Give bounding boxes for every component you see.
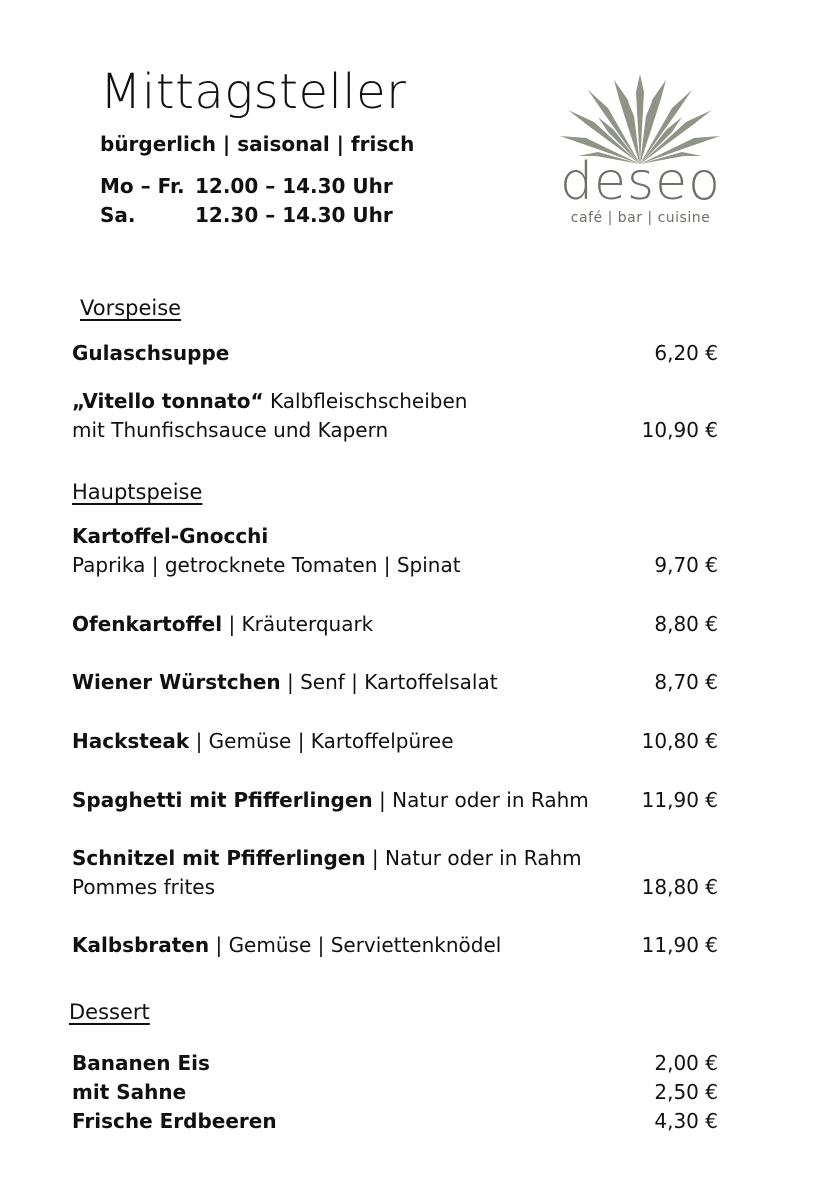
- section-title-starter: Vorspeise: [80, 296, 182, 320]
- item-description: | Natur oder in Rahm: [365, 846, 582, 870]
- item-name: Wiener Würstchen: [72, 670, 281, 694]
- hours-weekdays: [100, 174, 393, 198]
- item-price: 11,90 €: [641, 788, 718, 812]
- menu-item: [72, 1078, 718, 1107]
- item-name: Spaghetti mit Pfifferlingen: [72, 788, 373, 812]
- item-name: Gulaschsuppe: [72, 341, 230, 365]
- page-subtitle: bürgerlich | saisonal | frisch: [100, 132, 415, 156]
- item-price: 9,70 €: [654, 553, 718, 577]
- menu-item: [72, 339, 718, 368]
- item-description-line2: Pommes frites: [72, 875, 216, 899]
- item-price: 8,80 €: [654, 612, 718, 636]
- item-description: Kalbfleischscheiben: [263, 389, 468, 413]
- hours-saturday: [100, 203, 393, 227]
- logo: [548, 72, 733, 232]
- menu-item: [72, 668, 718, 697]
- section-title-dessert: Dessert: [69, 1000, 150, 1024]
- item-name: mit Sahne: [72, 1080, 187, 1104]
- item-price: 8,70 €: [654, 670, 718, 694]
- menu-item: [72, 387, 718, 445]
- item-price: 11,90 €: [641, 933, 718, 957]
- item-description-line2: mit Thunfischsauce und Kapern: [72, 418, 389, 442]
- item-name: Kartoffel-Gnocchi: [72, 524, 269, 548]
- menu-item: [72, 522, 718, 580]
- item-price: 10,90 €: [641, 418, 718, 442]
- item-price: 6,20 €: [654, 341, 718, 365]
- item-description-line2: Paprika | getrocknete Tomaten | Spinat: [72, 553, 461, 577]
- menu-item: [72, 1049, 718, 1078]
- menu-item: [72, 931, 718, 960]
- item-description: | Gemüse | Serviettenknödel: [209, 933, 502, 957]
- item-price: 2,50 €: [654, 1080, 718, 1104]
- item-price: 2,00 €: [654, 1051, 718, 1075]
- logo-name: deseo: [560, 152, 721, 212]
- hours-time: 12.00 – 14.30 Uhr: [195, 174, 393, 198]
- hours-days: Mo – Fr.: [100, 174, 185, 198]
- item-name: Bananen Eis: [72, 1051, 210, 1075]
- item-description: | Gemüse | Kartoffelpüree: [189, 729, 454, 753]
- item-description: | Senf | Kartoffelsalat: [280, 670, 498, 694]
- logo-tagline: café | bar | cuisine: [570, 210, 711, 226]
- menu-item: [72, 610, 718, 639]
- item-description: | Natur oder in Rahm: [372, 788, 589, 812]
- item-name: Hacksteak: [72, 729, 190, 753]
- item-price: 18,80 €: [641, 875, 718, 899]
- menu-item: [72, 727, 718, 756]
- item-name: „Vitello tonnato“: [72, 389, 264, 413]
- hours-days: Sa.: [100, 203, 136, 227]
- item-name: Schnitzel mit Pfifferlingen: [72, 846, 366, 870]
- section-title-main: Hauptspeise: [72, 480, 203, 504]
- page-title: Mittagsteller: [100, 64, 407, 120]
- item-name: Frische Erdbeeren: [72, 1109, 277, 1133]
- item-price: 10,80 €: [641, 729, 718, 753]
- menu-item: [72, 786, 718, 815]
- item-name: Kalbsbraten: [72, 933, 210, 957]
- item-description: | Kräuterquark: [222, 612, 374, 636]
- item-price: 4,30 €: [654, 1109, 718, 1133]
- hours-time: 12.30 – 14.30 Uhr: [195, 203, 393, 227]
- menu-item: [72, 844, 718, 902]
- item-name: Ofenkartoffel: [72, 612, 223, 636]
- menu-item: [72, 1107, 718, 1136]
